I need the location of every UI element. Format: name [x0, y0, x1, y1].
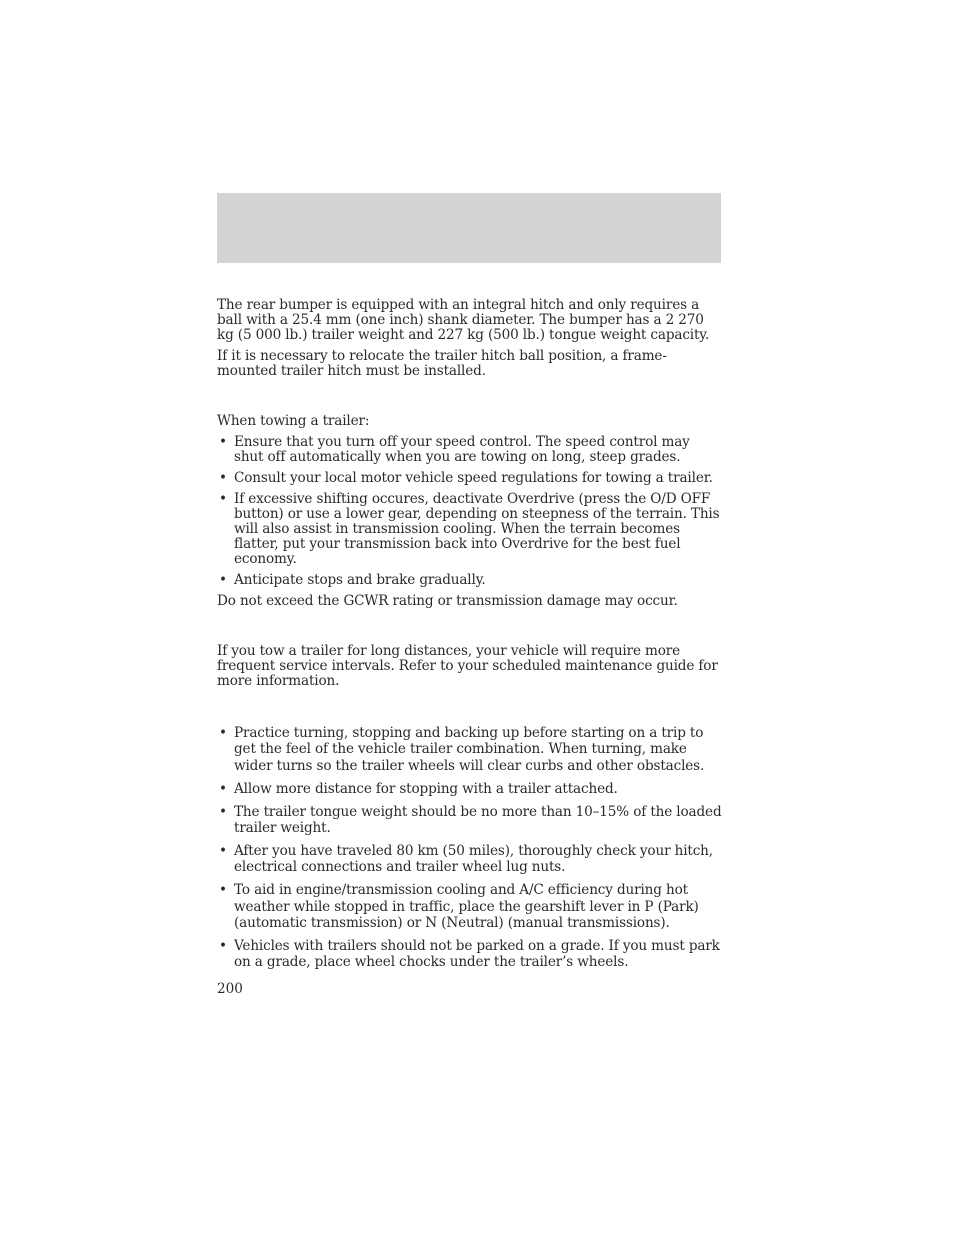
- list-item: [217, 781, 723, 797]
- tips-bullet-list: [217, 725, 723, 971]
- towing-bullet-list: [217, 435, 723, 588]
- list-item: [217, 725, 723, 774]
- list-item-text: After you have traveled 80 km (50 miles), thoroughly check your hitch, electrical connections and trailer wheel lug nuts.: [234, 842, 713, 876]
- bullet-icon: •: [219, 725, 227, 741]
- list-item: [217, 471, 723, 486]
- bullet-icon: •: [219, 491, 227, 507]
- bullet-icon: •: [219, 937, 227, 954]
- list-item: [217, 435, 723, 465]
- bullet-icon: •: [219, 780, 227, 797]
- bullet-icon: •: [219, 434, 227, 450]
- list-item: [217, 882, 723, 931]
- list-item: [217, 938, 723, 971]
- list-item-text: Vehicles with trailers should not be parked on a grade. If you must park on a grade, place wheel chocks under the trailer’s wheels.: [234, 937, 720, 971]
- chapter-header-band: [217, 193, 721, 263]
- list-item-text: Ensure that you turn off your speed control. The speed control may shut off automatically when you are towing on long, steep grades.: [234, 434, 690, 465]
- list-item-text: Practice turning, stopping and backing up before starting on a trip to get the feel of the vehicle trailer combination. When turning, make wider turns so the trailer wheels will clear curbs and other obstacles.: [234, 725, 705, 774]
- page-body: [217, 298, 723, 971]
- bullet-icon: •: [219, 470, 227, 486]
- list-item: [217, 492, 723, 567]
- hitch-paragraph-2: If it is necessary to relocate the trailer hitch ball position, a frame-mounted trailer hitch must be installed.: [217, 348, 667, 379]
- list-item-text: Allow more distance for stopping with a trailer attached.: [234, 780, 618, 797]
- list-item-text: Anticipate stops and brake gradually.: [234, 572, 486, 588]
- bullet-icon: •: [219, 842, 227, 859]
- hitch-paragraph-1: The rear bumper is equipped with an integral hitch and only requires a ball with a 25.4 mm (one inch) shank diameter. The bumper has a 2 270 kg (5 000 lb.) trailer weight and 227 kg (500 lb.) tongue weight capacity.: [217, 297, 710, 343]
- list-item-text: If excessive shifting occures, deactivate Overdrive (press the O/D OFF button) or use a lower gear, depending on steepness of the terrain. This will also assist in transmission cooling. When the terrain becomes flatter, put your transmission back into Overdrive for the best fuel economy.: [234, 491, 720, 567]
- towing-intro: When towing a trailer:: [217, 413, 370, 429]
- list-item-text: To aid in engine/transmission cooling and A/C efficiency during hot weather while stopped in traffic, place the gearshift lever in P (Park) (automatic transmission) or N (Neutral) (manual transmissions).: [234, 882, 699, 932]
- towing-closing-note: Do not exceed the GCWR rating or transmission damage may occur.: [217, 593, 678, 609]
- list-item-text: Consult your local motor vehicle speed regulations for towing a trailer.: [234, 470, 713, 486]
- list-item: [217, 804, 723, 837]
- list-item: [217, 573, 723, 588]
- bullet-icon: •: [219, 572, 227, 588]
- list-item: [217, 843, 723, 876]
- list-item-text: The trailer tongue weight should be no more than 10–15% of the loaded trailer weight.: [234, 803, 722, 837]
- bullet-icon: •: [219, 882, 227, 899]
- service-paragraph: If you tow a trailer for long distances, your vehicle will require more frequent service intervals. Refer to your scheduled maintenance guide for more information.: [217, 643, 718, 689]
- bullet-icon: •: [219, 803, 227, 820]
- page-number: 200: [217, 981, 243, 997]
